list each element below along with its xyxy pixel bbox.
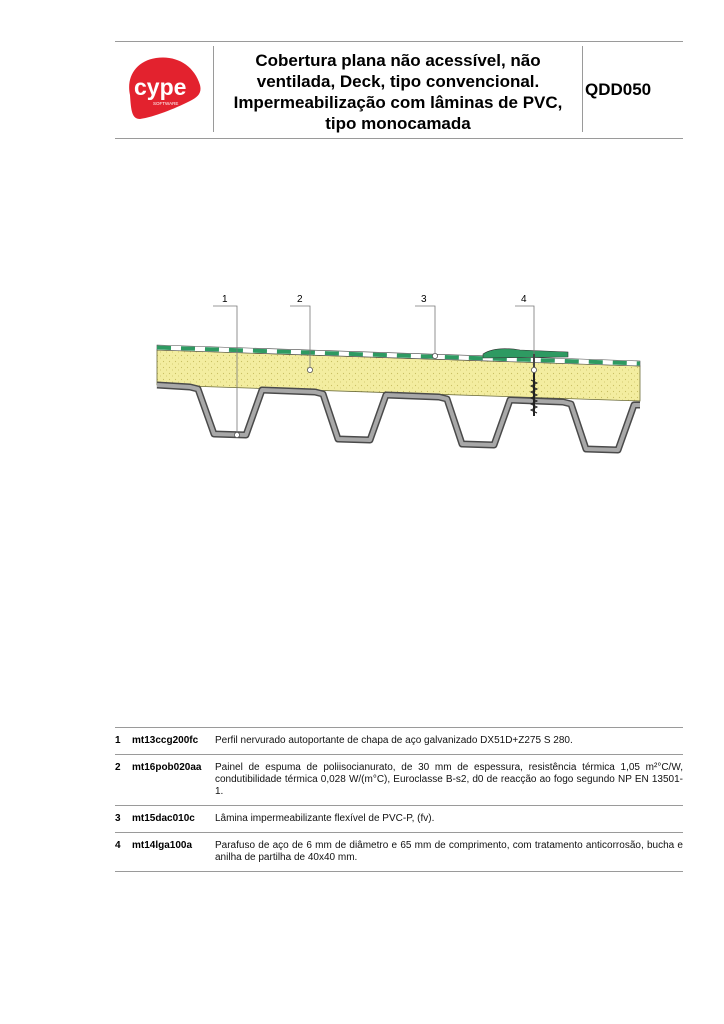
membrane-seam-overlap [483,349,568,358]
legend-description: Lâmina impermeabilizante flexível de PVC-P, (fv). [215,813,435,824]
page-title: Cobertura plana não acessível, não ventilada, Deck, tipo convencional. Impermeabilização com lâminas de PVC, tipo monocamada [233,51,563,133]
legend-code: mt13ccg200fc [132,735,199,746]
marker-1 [234,432,239,437]
callout-1: 1 [222,294,228,305]
legend-code: mt16pob020aa [132,762,202,773]
header-divider-left [213,46,214,132]
callout-3: 3 [421,294,427,305]
leader-3 [415,306,435,356]
legend-num: 4 [115,840,121,851]
detail-code: QDD050 [585,80,652,99]
legend-row [115,728,683,755]
marker-2 [307,367,312,372]
legend-table [115,727,683,872]
cype-logo [122,55,202,121]
header-bottom-rule [115,138,683,139]
legend-num: 2 [115,762,121,773]
callout-2: 2 [297,294,303,305]
legend-row [115,833,683,872]
callout-4: 4 [521,294,527,305]
legend-description: Parafuso de aço de 6 mm de diâmetro e 65 mm de comprimento, com tratamento anticorrosão, bucha e anilha de partilha de 40x40 mm. [215,840,683,863]
roof-section-drawing [150,288,650,468]
legend-num: 1 [115,735,121,746]
legend-description: Perfil nervurado autoportante de chapa de aço galvanizado DX51D+Z275 S 280. [215,735,573,746]
legend-code: mt15dac010c [132,813,195,824]
legend-row [115,806,683,833]
header-top-rule [115,41,683,42]
legend-num: 3 [115,813,121,824]
logo-brand: cype [134,74,187,100]
logo-subtitle: SOFTWARE [153,101,179,106]
legend-code: mt14lga100a [132,840,193,851]
legend-description: Painel de espuma de poliisocianurato, de 30 mm de espessura, resistência térmica 1,05 m²°C/W, condutibilidade térmica 0,028 W/(m°C), Euroclasse B-s2, d0 de reacção ao fogo segundo NP EN 13501-1. [215,762,683,797]
header-divider-right [582,46,583,132]
marker-4 [531,367,536,372]
legend-row [115,755,683,806]
marker-3 [432,353,437,358]
